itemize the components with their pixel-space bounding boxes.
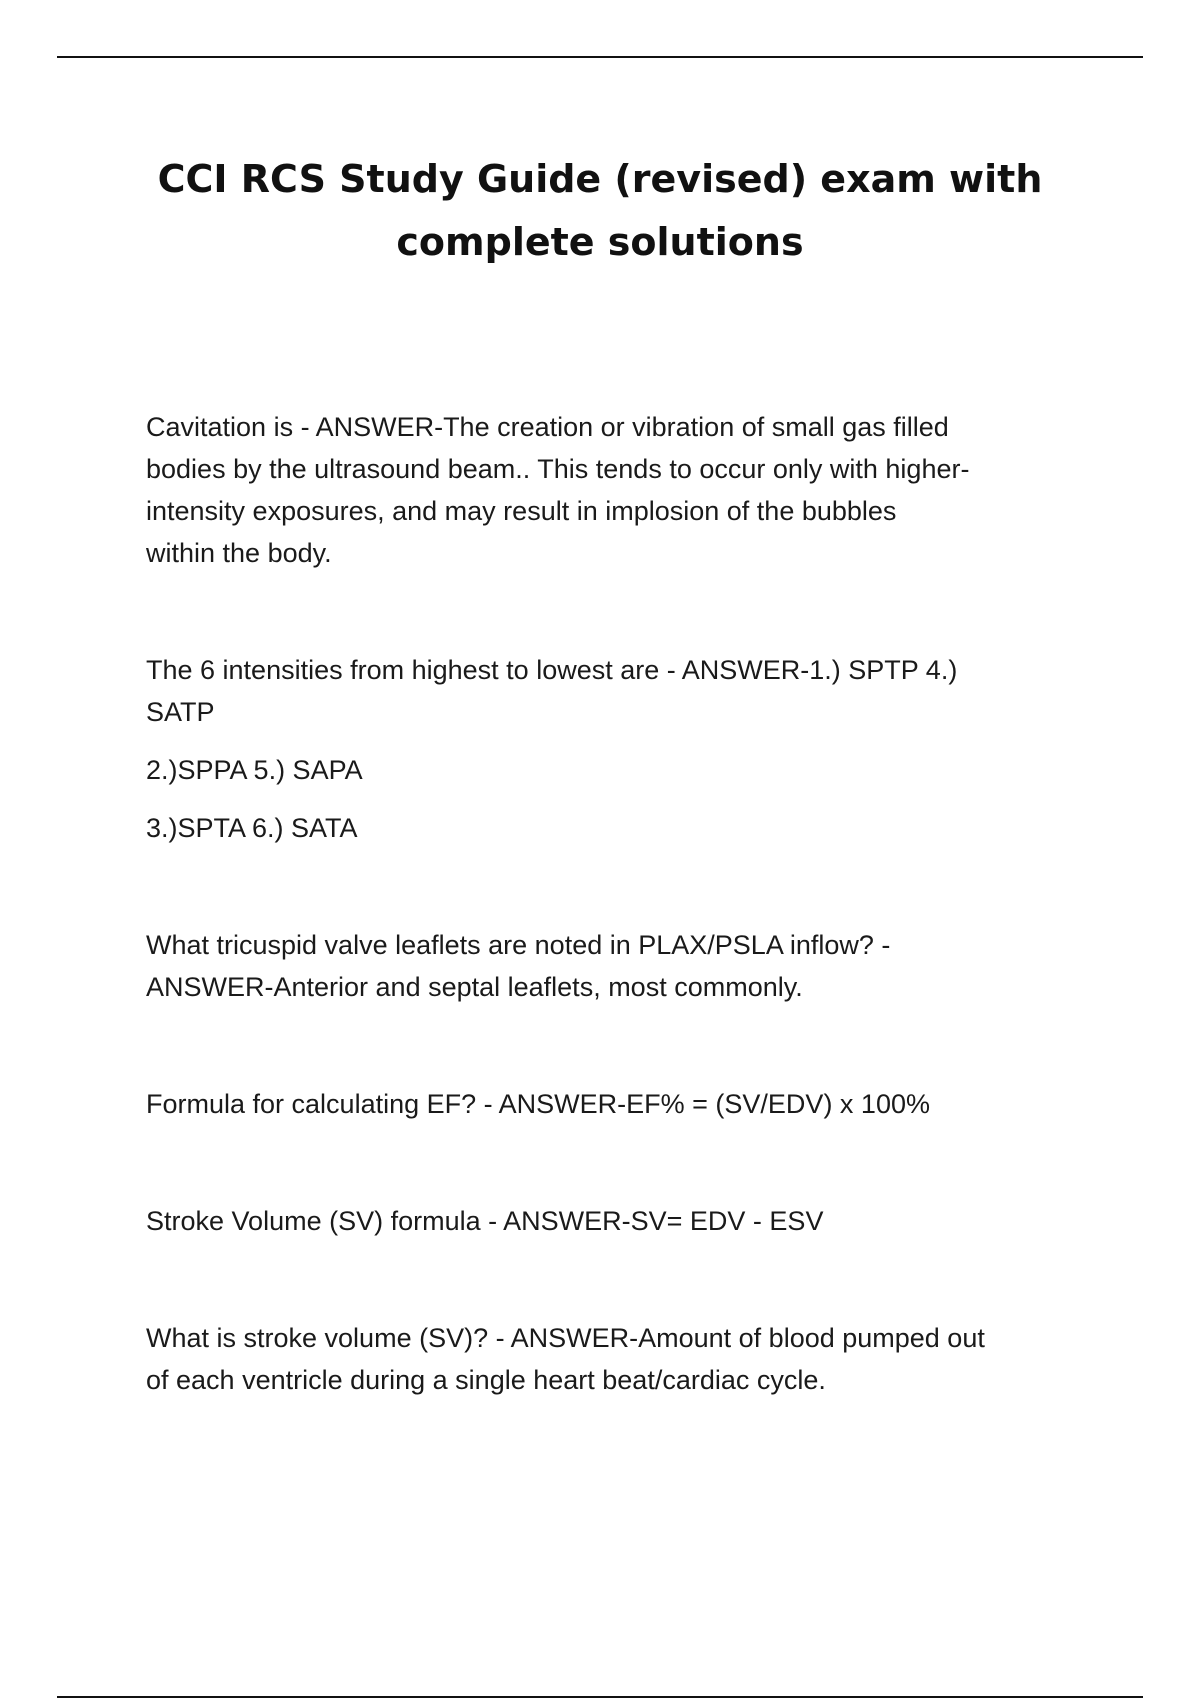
qa-line: Formula for calculating EF? - ANSWER-EF% = (SV/EDV) x 100%: [146, 1089, 930, 1119]
title-line-1: CCI RCS Study Guide (revised) exam with: [157, 157, 1043, 201]
qa-item-ef-formula: [146, 1083, 1076, 1125]
qa-line: within the body.: [146, 538, 332, 568]
qa-line: What tricuspid valve leaflets are noted in PLAX/PSLA inflow? -: [146, 930, 891, 960]
qa-item-sv-formula: [146, 1200, 1076, 1242]
qa-line: SATP: [146, 697, 215, 727]
qa-item-cavitation: [146, 406, 1076, 574]
qa-line: ANSWER-Anterior and septal leaflets, most commonly.: [146, 972, 803, 1002]
title-line-2: complete solutions: [396, 220, 804, 264]
qa-list: [146, 406, 1076, 1476]
qa-extra-line: 3.)SPTA 6.) SATA: [146, 813, 358, 843]
qa-line: What is stroke volume (SV)? - ANSWER-Amount of blood pumped out: [146, 1323, 985, 1353]
qa-line: bodies by the ultrasound beam.. This tends to occur only with higher-: [146, 454, 970, 484]
qa-extra-line: 2.)SPPA 5.) SAPA: [146, 755, 363, 785]
qa-item-intensities: [146, 649, 1076, 849]
qa-line: Cavitation is - ANSWER-The creation or vibration of small gas filled: [146, 412, 949, 442]
top-rule: [57, 56, 1143, 58]
qa-line: The 6 intensities from highest to lowest are - ANSWER-1.) SPTP 4.): [146, 655, 958, 685]
qa-line: of each ventricle during a single heart beat/cardiac cycle.: [146, 1365, 826, 1395]
qa-item-tricuspid: [146, 924, 1076, 1008]
page-title: [150, 148, 1050, 274]
bottom-rule: [57, 1696, 1143, 1698]
qa-line: intensity exposures, and may result in implosion of the bubbles: [146, 496, 897, 526]
qa-line: Stroke Volume (SV) formula - ANSWER-SV= EDV - ESV: [146, 1206, 824, 1236]
qa-item-sv-definition: [146, 1317, 1076, 1401]
